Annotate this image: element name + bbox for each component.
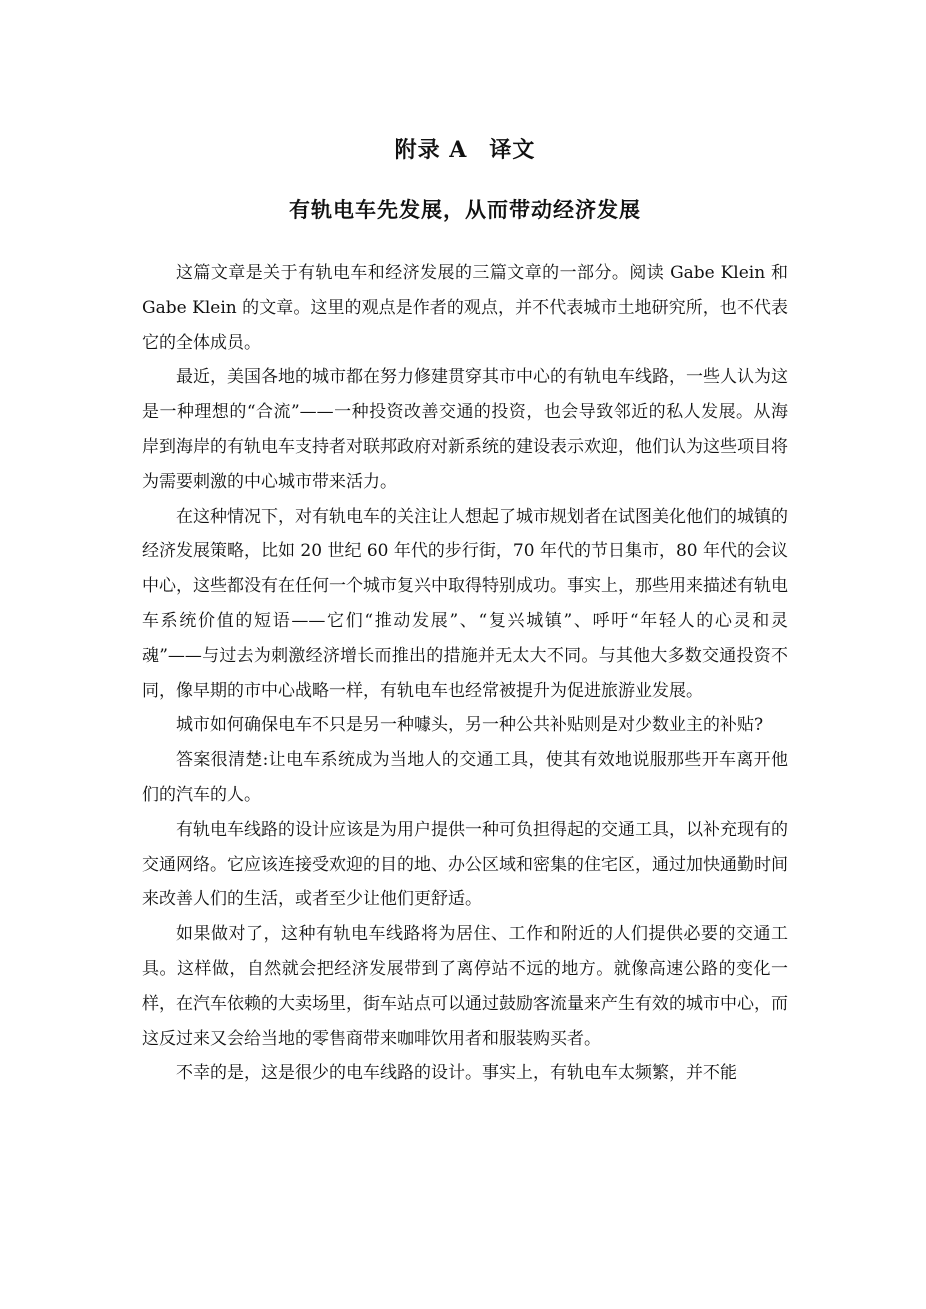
paragraph: 有轨电车线路的设计应该是为用户提供一种可负担得起的交通工具，以补充现有的交通网络。它应该连接受欢迎的目的地、办公区域和密集的住宅区，通过加快通勤时间来改善人们的生活，或者至少让他们更舒适。 [142, 819, 788, 910]
appendix-heading [142, 134, 788, 166]
paragraph: 如果做对了，这种有轨电车线路将为居住、工作和附近的人们提供必要的交通工具。这样做，自然就会把经济发展带到了离停站不远的地方。就像高速公路的变化一样，在汽车依赖的大卖场里，街车站点可以通过鼓励客流量来产生有效的城市中心，而这反过来又会给当地的零售商带来咖啡饮用者和服装购买者。 [142, 924, 788, 1049]
appendix-title: 译文 [489, 137, 536, 163]
article-body [142, 256, 788, 1091]
paragraph: 城市如何确保电车不只是另一种噱头，另一种公共补贴则是对少数业主的补贴? [176, 715, 764, 736]
article-title: 有轨电车先发展，从而带动经济发展 [289, 197, 641, 222]
paragraph: 不幸的是，这是很少的电车线路的设计。事实上，有轨电车太频繁，并不能 [176, 1063, 737, 1084]
paragraph: 在这种情况下，对有轨电车的关注让人想起了城市规划者在试图美化他们的城镇的经济发展策略，比如 20 世纪 60 年代的步行街，70 年代的节日集市，80 年代的会议中心，这些都没有在任何一个城市复兴中取得特别成功。事实上，那些用来描述有轨电车系统价值的短语——它们“推动发展”、“复兴城镇”、呼吁“年轻人的心灵和灵魂”——与过去为刺激经济增长而推出的措施并无太大不同。与其他大多数交通投资不同，像早期的市中心战略一样，有轨电车也经常被提升为促进旅游业发展。 [142, 506, 788, 701]
paragraph: 这篇文章是关于有轨电车和经济发展的三篇文章的一部分。阅读 Gabe Klein 和 Gabe Klein 的文章。这里的观点是作者的观点，并不代表城市土地研究所，也不代表它的全体成员。 [142, 263, 788, 353]
paragraph: 答案很清楚:让电车系统成为当地人的交通工具，使其有效地说服那些开车离开他们的汽车的人。 [142, 750, 788, 805]
paragraph: 最近，美国各地的城市都在努力修建贯穿其市中心的有轨电车线路，一些人认为这是一种理想的“合流”——一种投资改善交通的投资，也会导致邻近的私人发展。从海岸到海岸的有轨电车支持者对联邦政府对新系统的建设表示欢迎，他们认为这些项目将为需要刺激的中心城市带来活力。 [142, 367, 788, 492]
appendix-label: 附录 A [394, 137, 468, 163]
